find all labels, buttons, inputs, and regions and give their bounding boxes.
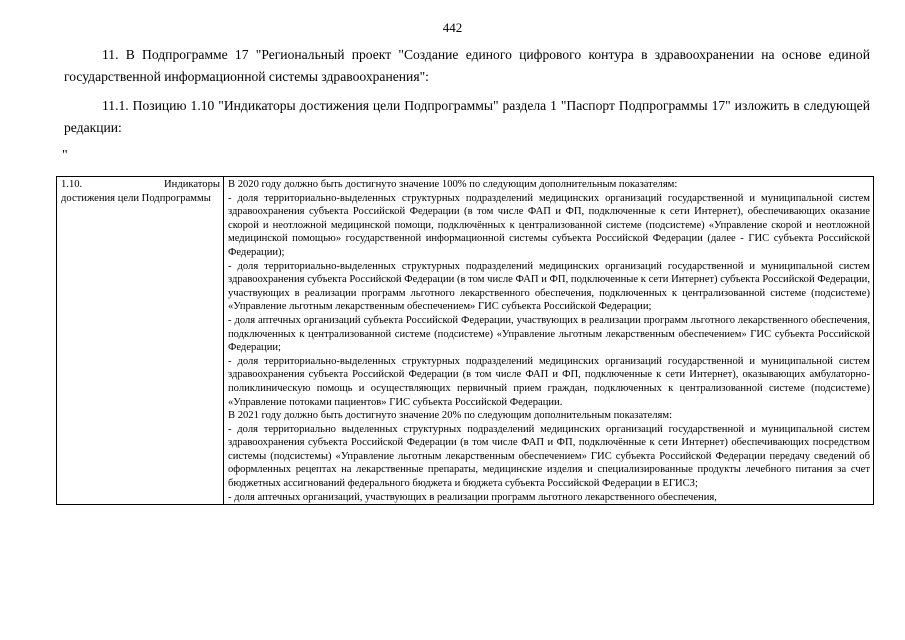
content-line-patient-flow: - доля территориально-выделенных структурных подразделений медицинских организаций государственной и муниципальной систем здравоохранения субъекта Российской Федерации (в том числе ФАП и ФП, подключенные к сети Интернет), оказывающих амбулаторно-поликлиническую помощь и осуществляющих первичный прием граждан, подключенных к централизованной системе (подсистеме) «Управление потоками пациентов» ГИС субъекта Российской Федерации. (228, 355, 870, 408)
row-number: 1.10. (61, 179, 83, 190)
row-label-cell (57, 177, 224, 505)
content-line-emergency: - доля территориально-выделенных структурных подразделений медицинских организаций государственной и муниципальной систем здравоохранения субъекта Российской Федерации (в том числе ФАП и ФП, подключенные к сети Интернет), обеспечивающих оказание скорой и неотложной медицинской помощи, подключённых к централизованной системе (подсистеме) «Управление скорой и неотложной медицинской помощью» государственной информационной системы субъекта Российской Федерации (далее - ГИС субъекта Российской Федерации); (228, 192, 870, 258)
content-line-prescriptions: - доля территориально выделенных структурных подразделений медицинских организаций государственной и муниципальной систем здравоохранения субъекта Российской Федерации (в том числе ФАП и ФП, подключённые к сети Интернет) обеспечивающих посредством системы (подсистемы) «Управление льготным лекарственным обеспечением» ГИС субъекта Российской Федерации передачу сведений об оформленных рецептах на лекарственные препараты, медицинские изделия и специализированные продукты лечебного питания за счет бюджетных ассигнований федерального бюджета и бюджета субъекта Российской Федерации в ЕГИСЗ; (228, 423, 870, 490)
row-label-text: Индикаторы достижения цели Подпрограммы (61, 179, 220, 204)
opening-quote-mark: " (62, 148, 68, 163)
row-label (61, 178, 220, 205)
row-content-cell (224, 177, 874, 505)
paragraph-subprogram-17: 11. В Подпрограмме 17 "Региональный проект "Создание единого цифрового контура в здравоохранении на основе единой государственной информационной системы здравоохранения": (64, 47, 870, 84)
indicators-table (56, 176, 874, 505)
paragraph-position-1-10: 11.1. Позицию 1.10 "Индикаторы достижения цели Подпрограммы" раздела 1 "Паспорт Подпрограммы 17" изложить в следующей редакции: (64, 98, 870, 135)
content-line-medical-lgo: - доля территориально-выделенных структурных подразделений медицинских организаций государственной и муниципальной систем здравоохранения субъекта Российской Федерации (в том числе ФАП и ФП, подключенные к сети Интернет) субъекта Российской Федерации, участвующих в реализации программ льготного лекарственного обеспечения, подключенных к централизованной системе (подсистеме) «Управление льготным лекарственным обеспечением» ГИС субъекта Российской Федерации; (228, 260, 870, 313)
content-line-pharmacy: - доля аптечных организаций субъекта Российской Федерации, участвующих в реализации программ льготного лекарственного обеспечения, подключенных к централизованной системе (подсистеме) «Управление льготным лекарственным обеспечением» ГИС субъекта Российской Федерации; (228, 314, 870, 354)
content-line-pharmacy-2021: - доля аптечных организаций, участвующих в реализации программ льготного лекарственного обеспечения, (228, 491, 717, 503)
content-line-2021-heading: В 2021 году должно быть достигнуто значение 20% по следующим дополнительным показателям: (228, 410, 673, 422)
content-line-2020-heading: В 2020 году должно быть достигнуто значение 100% по следующим дополнительным показателям: (228, 179, 678, 190)
table-row (57, 177, 874, 505)
page-number: 442 (442, 20, 463, 35)
